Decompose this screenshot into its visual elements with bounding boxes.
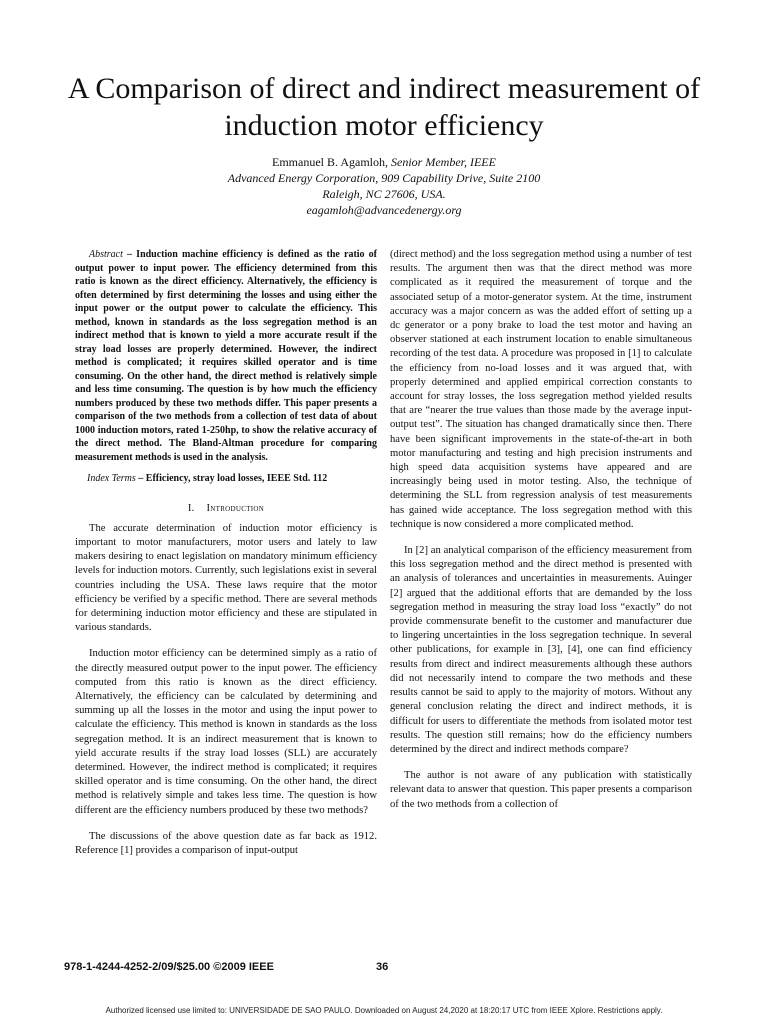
right-column xyxy=(390,248,692,812)
section-title: Introduction xyxy=(206,502,265,514)
body-paragraph: (direct method) and the loss segregation method using a number of test results. The argument then was that the direct method was more complicated as it required the measurement of torque and the associated setup of a motor-generator system. At the time, instrument accuracy was a major concern as was the added effort of setting up a dc generator or a pony brake to load the test motor and having an observer stationed at each instrument location to enable simultaneous recording of the test data. A procedure was proposed in [1] to calculate the efficiency from no-load losses and it was argued that, with properly determined and applied empirical correction constants to account for stray losses, the loss segregation method yielded results that are “nearer the true values than those made by the average input-output test”. The situation has changed dramatically since then. There have been significant improvements in the state-of-the-art in both motor manufacturing and testing and high precision instruments and high speed data acquisition systems have appeared and are increasingly being used in motor testing. Also, the technique of determining the SLL from regression analysis of test measurements has gained wide acceptance. The loss segregation method with this technique is now considered a more complicated method. xyxy=(390,249,692,530)
footer-isbn: 978-1-4244-4252-2/09/$25.00 ©2009 IEEE xyxy=(64,961,274,973)
body-paragraph: The discussions of the above question date as far back as 1912. Reference [1] provides a comparison of input-output xyxy=(75,830,377,856)
abstract-text: Induction machine efficiency is defined as the ratio of output power to input power. The efficiency determined from this ratio is known as the direct efficiency. Alternatively, the efficiency is often determined by first determining the losses and using either the input power or the output power to calculate the efficiency. This method, known in standards as the loss segregation method is an indirect method that is known to yield a more accurate result if the stray load losses are properly determined. However, the indirect method is complicated; it requires skilled operator and is time consuming. On the other hand, the direct method is relatively simple and less time consuming. The question is by how much the efficiency numbers produced by these two methods differ. This paper presents a comparison of the two methods from a collection of test data of about 1000 induction motors, rated 1-250hp, to show the relative accuracy of the direct method. The Bland-Altman procedure for comparing measurement methods is used in the analysis. xyxy=(75,249,378,463)
author-name: Emmanuel B. Agamloh, xyxy=(272,155,388,169)
abstract xyxy=(75,248,377,464)
body-paragraph: The accurate determination of induction motor efficiency is important to motor manufacturers, motor users and lately to law makers desiring to enact legislation on mandatory minimum efficiency levels for induction motors. Currently, such legislations exist in several countries including the USA. These laws require that the motor efficiency be verified by a specific method. There are several methods for determining induction motor efficiency and these are stipulated in various standards. xyxy=(75,522,377,634)
affiliation-line: Advanced Energy Corporation, 909 Capability Drive, Suite 2100 xyxy=(227,171,541,185)
index-terms-label: Index Terms xyxy=(87,473,136,484)
author-line xyxy=(100,154,668,170)
index-terms-text: Efficiency, stray load losses, IEEE Std. 112 xyxy=(145,473,328,484)
body-paragraph: Induction motor efficiency can be determined simply as a ratio of the directly measured output power to the input power. The efficiency computed from this ratio is known as the direct efficiency. Alternatively, the efficiency can be calculated by determining and summing up all the losses in the motor and using the input power to calculate the efficiency. This method is known in standards as the loss segregation method. It is an indirect measurement that is known to yield accurate results if the stray load losses (SLL) are accurately determined. However, the indirect method is complicated; it requires skilled operator and is time consuming. On the other hand, the direct method is relatively simple and takes less time. The question is how different are the efficiency numbers produced by these two methods? xyxy=(75,648,377,816)
author-role: Senior Member, IEEE xyxy=(388,155,496,169)
abstract-label: Abstract xyxy=(89,249,123,260)
license-notice: Authorized licensed use limited to: UNIVERSIDADE DE SAO PAULO. Downloaded on August 24,2020 at 18:20:17 UTC from IEEE Xplore. Restrictions apply. xyxy=(105,1006,663,1015)
section-number: I. xyxy=(187,502,195,514)
author-email: eagamloh@advancedenergy.org xyxy=(306,203,462,217)
abstract-dash: – xyxy=(122,249,137,260)
index-terms-dash: – xyxy=(135,473,146,484)
section-heading xyxy=(75,502,377,516)
paper-title: A Comparison of direct and indirect measurement of induction motor efficiency xyxy=(67,72,701,142)
body-paragraph: In [2] an analytical comparison of the efficiency measurement from this loss segregation method and the direct method is presented with an analysis of tolerances and uncertainties in measurements. Auinger [2] argued that the additional efforts that are demanded by the loss segregation method in measuring the stray load loss “exactly” do not provide commensurate benefit to the customer and manufacturer due to lingering uncertainties in the loss segregation technique. In several other publications, for example in [3], [4], one can find efficiency results from direct and indirect measurements although these authors did not necessarily intend to compare the two methods and these results cannot be said to apply to the majority of motors. Without any general conclusion relating the direct and indirect methods, it is difficult for users to differentiate the methods from isolated motor test results. The question still remains; how do the efficiency numbers determined by the direct and indirect methods compare? xyxy=(390,545,692,755)
body-paragraph: The author is not aware of any publication with statistically relevant data to answer that question. This paper presents a comparison of the two methods from a collection of xyxy=(390,770,692,810)
author-block xyxy=(100,154,668,218)
affiliation-city: Raleigh, NC 27606, USA. xyxy=(322,187,446,201)
page-number: 36 xyxy=(376,961,389,973)
index-terms xyxy=(75,472,377,486)
left-column xyxy=(75,248,377,858)
